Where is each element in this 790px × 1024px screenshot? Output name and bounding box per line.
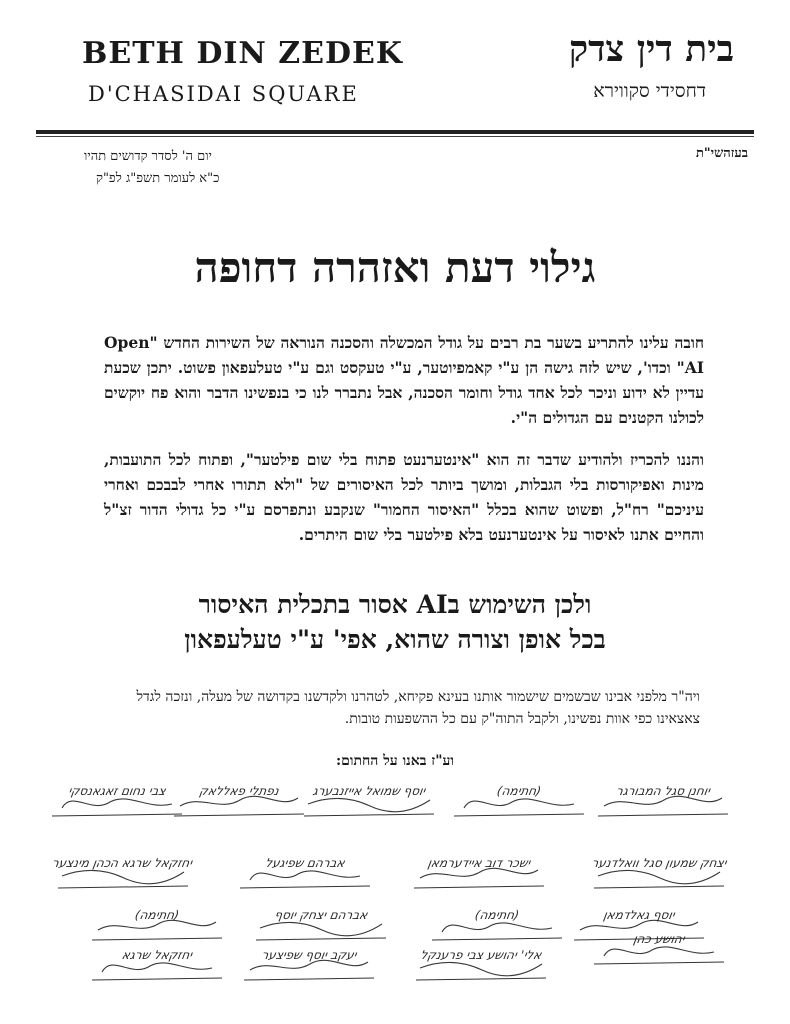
signatories-lead: וע"ז באנו על החתום: — [335, 753, 455, 769]
verdict-line-2: בכל אופן וצורה שהוא, אפי' ע"י טעלעפאון — [184, 625, 606, 654]
court-english-subtitle: D'CHASIDAI SQUARE — [88, 82, 359, 106]
signature — [450, 780, 588, 826]
signature-name: יוסף גאלדמאן — [602, 908, 676, 922]
signature-name: אברהם שפיגעל — [264, 856, 346, 870]
signature-name: אלי' יהושע צבי פרענקל — [419, 948, 543, 962]
court-hebrew-subtitle: דחסידי סקווירא — [593, 80, 706, 102]
signature-name: יחזקאל שרגא — [120, 948, 194, 962]
signature-name: יעקב יוסף שפיצער — [260, 948, 358, 962]
signature-name: נפתלי פאללאק — [198, 784, 280, 798]
signature — [236, 852, 374, 898]
signature-name: יחזקאל שרגא הכהן מינצער — [50, 856, 194, 870]
court-english-name: BETH DIN ZEDEK — [82, 36, 403, 71]
signature-name: יוסף שמואל אייזנבערג — [311, 784, 427, 798]
document-title: גילוי דעת ואזהרה דחופה — [194, 243, 596, 292]
date-line-2: כ"א לעומר תשפ"ג לפ"ק — [96, 171, 220, 186]
signature-name: יהושע כהן — [632, 932, 686, 946]
header-divider-thin — [36, 136, 754, 137]
signature-name: (חתימה) — [495, 784, 543, 798]
court-hebrew-name: בית דין צדק — [568, 28, 734, 70]
signature-name: יוחנן סגל המבורגר — [614, 784, 712, 798]
signature — [300, 780, 438, 826]
date-line-1: יום ה' לסדר קדושים תהיו — [84, 149, 212, 164]
signature — [170, 780, 308, 826]
signature-name: ישכר דוב איידערמאן — [426, 856, 532, 870]
signature-name: (חתימה) — [133, 908, 181, 922]
signature — [590, 928, 728, 974]
signature-name: יצחק שמעון סגל וואלדנער — [590, 856, 728, 870]
body-paragraph-1: חובה עלינו להתריע בשער בת רבים על גודל המכשלה והסכנה הנוראה של השירות החדש "Open AI" וכדו', שיש לזה גישה הן ע"י קאמפיוטער, ע"י טעקסט וגם ע"י טעלעפאון פשוט. יתכן שכעת עדיין לא ידוע וניכר לכל אחד גודל וחומר הסכנה, אבל נתברר לנו כי בנפשינו הדבר והוא פח יוקשים לכולנו הקטנים עם הגדולים ה"י. — [104, 333, 704, 427]
signature — [594, 780, 732, 826]
signature — [410, 852, 548, 898]
verdict-line-1: ולכן השימוש בAI אסור בתכלית האיסור — [198, 590, 592, 619]
body-paragraph-2: והננו להכריז ולהודיע שדבר זה הוא "אינטערנעט פתוח בלי שום פילטער", ופתוח לכל התועבות, מינות ואפיקורסות בלי הגבלות, ומושך ביותר לכל האיסורים של "ולא תתורו אחרי לבבכם ואחרי עיניכם" רח"ל, ופשוט שהוא בכלל "האיסור החמור" שנקבע ונתפרסם ע"י כל גדולי הדור זצ"ל והחיים אתנו לאיסור על אינטערנעט בלא פילטער בלי שום היתרים. — [104, 450, 704, 544]
signature — [240, 944, 378, 990]
signature — [50, 852, 194, 898]
header-divider-thick — [36, 130, 754, 134]
signature-name: אברהם יצחק יוסף — [273, 908, 369, 922]
body-paragraph-3: ויה"ר מלפני אבינו שבשמים שישמור אותנו בעינא פקיחא, לטהרנו ולקדשנו בקדושה של מעלה, ונזכה לגדל צאצאינו כפי אוות נפשינו, ולקבל התוה"ק עם כל ההשפעות טובות. — [136, 689, 700, 727]
signature — [412, 944, 550, 990]
signature — [48, 780, 186, 826]
signature — [590, 852, 728, 898]
signature-name: צבי נחום זאגאנסקי — [67, 784, 167, 798]
signature-name: (חתימה) — [473, 908, 521, 922]
bezh-heading: בעזהשי"ת — [695, 146, 748, 161]
signature — [88, 944, 226, 990]
